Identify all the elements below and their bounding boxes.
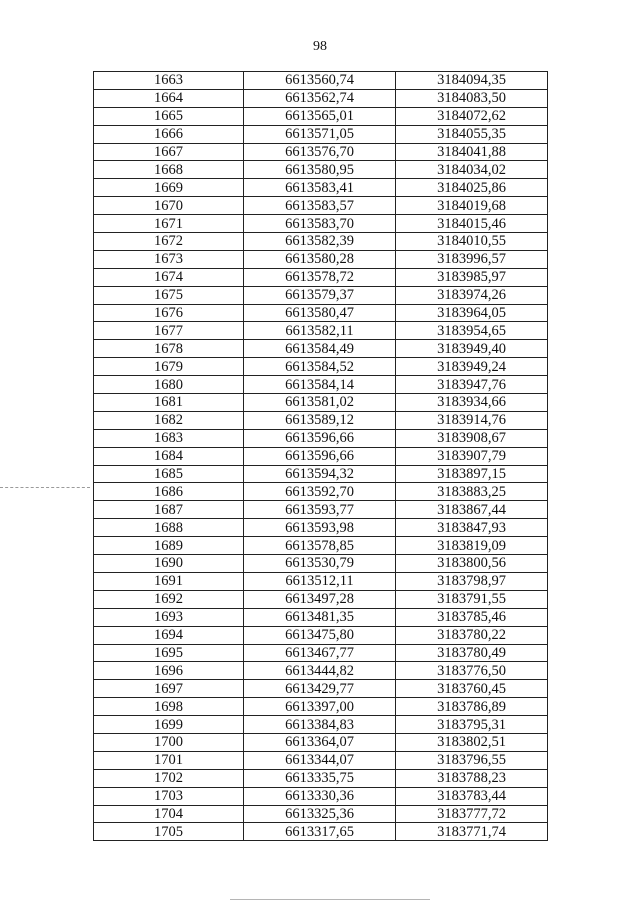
x-coordinate-cell: 6613583,57 xyxy=(244,197,396,215)
y-coordinate-cell: 3183996,57 xyxy=(396,250,548,268)
point-number-cell: 1696 xyxy=(94,662,244,680)
y-coordinate-cell: 3183883,25 xyxy=(396,483,548,501)
x-coordinate-cell: 6613384,83 xyxy=(244,716,396,734)
table-row xyxy=(94,519,548,537)
table-row xyxy=(94,358,548,376)
x-coordinate-cell: 6613592,70 xyxy=(244,483,396,501)
y-coordinate-cell: 3183964,05 xyxy=(396,304,548,322)
table-row xyxy=(94,590,548,608)
table-row xyxy=(94,143,548,161)
x-coordinate-cell: 6613578,72 xyxy=(244,268,396,286)
x-coordinate-cell: 6613578,85 xyxy=(244,537,396,555)
table-row xyxy=(94,662,548,680)
y-coordinate-cell: 3184034,02 xyxy=(396,161,548,179)
table-row xyxy=(94,429,548,447)
point-number-cell: 1702 xyxy=(94,769,244,787)
x-coordinate-cell: 6613584,52 xyxy=(244,358,396,376)
y-coordinate-cell: 3184025,86 xyxy=(396,179,548,197)
x-coordinate-cell: 6613475,80 xyxy=(244,626,396,644)
point-number-cell: 1682 xyxy=(94,411,244,429)
point-number-cell: 1680 xyxy=(94,376,244,394)
y-coordinate-cell: 3184072,62 xyxy=(396,107,548,125)
point-number-cell: 1685 xyxy=(94,465,244,483)
y-coordinate-cell: 3183985,97 xyxy=(396,268,548,286)
table-row xyxy=(94,286,548,304)
point-number-cell: 1684 xyxy=(94,447,244,465)
point-number-cell: 1701 xyxy=(94,751,244,769)
y-coordinate-cell: 3183780,22 xyxy=(396,626,548,644)
coordinates-table xyxy=(93,71,548,841)
x-coordinate-cell: 6613579,37 xyxy=(244,286,396,304)
y-coordinate-cell: 3183796,55 xyxy=(396,751,548,769)
table-row xyxy=(94,626,548,644)
y-coordinate-cell: 3183788,23 xyxy=(396,769,548,787)
y-coordinate-cell: 3184094,35 xyxy=(396,72,548,90)
x-coordinate-cell: 6613581,02 xyxy=(244,394,396,412)
x-coordinate-cell: 6613584,14 xyxy=(244,376,396,394)
x-coordinate-cell: 6613325,36 xyxy=(244,805,396,823)
point-number-cell: 1692 xyxy=(94,590,244,608)
point-number-cell: 1670 xyxy=(94,197,244,215)
x-coordinate-cell: 6613481,35 xyxy=(244,608,396,626)
y-coordinate-cell: 3183800,56 xyxy=(396,555,548,573)
table-row xyxy=(94,572,548,590)
point-number-cell: 1698 xyxy=(94,698,244,716)
point-number-cell: 1668 xyxy=(94,161,244,179)
y-coordinate-cell: 3183934,66 xyxy=(396,394,548,412)
x-coordinate-cell: 6613397,00 xyxy=(244,698,396,716)
y-coordinate-cell: 3183791,55 xyxy=(396,590,548,608)
y-coordinate-cell: 3183867,44 xyxy=(396,501,548,519)
x-coordinate-cell: 6613330,36 xyxy=(244,787,396,805)
point-number-cell: 1667 xyxy=(94,143,244,161)
point-number-cell: 1664 xyxy=(94,89,244,107)
x-coordinate-cell: 6613596,66 xyxy=(244,429,396,447)
y-coordinate-cell: 3183780,49 xyxy=(396,644,548,662)
table-row xyxy=(94,304,548,322)
x-coordinate-cell: 6613583,41 xyxy=(244,179,396,197)
x-coordinate-cell: 6613576,70 xyxy=(244,143,396,161)
table-row xyxy=(94,89,548,107)
x-coordinate-cell: 6613530,79 xyxy=(244,555,396,573)
x-coordinate-cell: 6613580,47 xyxy=(244,304,396,322)
table-row xyxy=(94,555,548,573)
point-number-cell: 1699 xyxy=(94,716,244,734)
x-coordinate-cell: 6613584,49 xyxy=(244,340,396,358)
table-row xyxy=(94,501,548,519)
x-coordinate-cell: 6613467,77 xyxy=(244,644,396,662)
point-number-cell: 1676 xyxy=(94,304,244,322)
x-coordinate-cell: 6613589,12 xyxy=(244,411,396,429)
x-coordinate-cell: 6613593,77 xyxy=(244,501,396,519)
x-coordinate-cell: 6613582,11 xyxy=(244,322,396,340)
table-row xyxy=(94,250,548,268)
point-number-cell: 1704 xyxy=(94,805,244,823)
point-number-cell: 1675 xyxy=(94,286,244,304)
table-row xyxy=(94,680,548,698)
x-coordinate-cell: 6613512,11 xyxy=(244,572,396,590)
scan-artifact-line xyxy=(0,487,90,488)
table-row xyxy=(94,608,548,626)
table-row xyxy=(94,447,548,465)
point-number-cell: 1695 xyxy=(94,644,244,662)
point-number-cell: 1672 xyxy=(94,233,244,251)
table-row xyxy=(94,233,548,251)
y-coordinate-cell: 3183785,46 xyxy=(396,608,548,626)
x-coordinate-cell: 6613335,75 xyxy=(244,769,396,787)
point-number-cell: 1690 xyxy=(94,555,244,573)
y-coordinate-cell: 3183949,40 xyxy=(396,340,548,358)
point-number-cell: 1665 xyxy=(94,107,244,125)
y-coordinate-cell: 3183897,15 xyxy=(396,465,548,483)
y-coordinate-cell: 3184055,35 xyxy=(396,125,548,143)
point-number-cell: 1694 xyxy=(94,626,244,644)
x-coordinate-cell: 6613562,74 xyxy=(244,89,396,107)
table-row xyxy=(94,376,548,394)
y-coordinate-cell: 3183802,51 xyxy=(396,733,548,751)
page-number: 98 xyxy=(313,39,327,54)
point-number-cell: 1687 xyxy=(94,501,244,519)
table-row xyxy=(94,107,548,125)
x-coordinate-cell: 6613444,82 xyxy=(244,662,396,680)
table-row xyxy=(94,698,548,716)
point-number-cell: 1679 xyxy=(94,358,244,376)
y-coordinate-cell: 3183907,79 xyxy=(396,447,548,465)
point-number-cell: 1663 xyxy=(94,72,244,90)
point-number-cell: 1697 xyxy=(94,680,244,698)
x-coordinate-cell: 6613580,95 xyxy=(244,161,396,179)
table-row xyxy=(94,823,548,841)
x-coordinate-cell: 6613429,77 xyxy=(244,680,396,698)
point-number-cell: 1691 xyxy=(94,572,244,590)
table-row xyxy=(94,268,548,286)
point-number-cell: 1703 xyxy=(94,787,244,805)
point-number-cell: 1689 xyxy=(94,537,244,555)
table-row xyxy=(94,394,548,412)
y-coordinate-cell: 3183954,65 xyxy=(396,322,548,340)
point-number-cell: 1677 xyxy=(94,322,244,340)
table-row xyxy=(94,322,548,340)
table-row xyxy=(94,179,548,197)
y-coordinate-cell: 3183847,93 xyxy=(396,519,548,537)
y-coordinate-cell: 3183771,74 xyxy=(396,823,548,841)
point-number-cell: 1674 xyxy=(94,268,244,286)
x-coordinate-cell: 6613344,07 xyxy=(244,751,396,769)
point-number-cell: 1683 xyxy=(94,429,244,447)
table-row xyxy=(94,787,548,805)
table-row xyxy=(94,769,548,787)
y-coordinate-cell: 3184010,55 xyxy=(396,233,548,251)
y-coordinate-cell: 3184019,68 xyxy=(396,197,548,215)
x-coordinate-cell: 6613596,66 xyxy=(244,447,396,465)
y-coordinate-cell: 3183949,24 xyxy=(396,358,548,376)
table-row xyxy=(94,161,548,179)
table-row xyxy=(94,465,548,483)
table-row xyxy=(94,483,548,501)
table-row xyxy=(94,644,548,662)
y-coordinate-cell: 3183974,26 xyxy=(396,286,548,304)
y-coordinate-cell: 3183914,76 xyxy=(396,411,548,429)
y-coordinate-cell: 3183819,09 xyxy=(396,537,548,555)
table-row xyxy=(94,733,548,751)
y-coordinate-cell: 3184015,46 xyxy=(396,215,548,233)
y-coordinate-cell: 3183795,31 xyxy=(396,716,548,734)
point-number-cell: 1678 xyxy=(94,340,244,358)
y-coordinate-cell: 3183776,50 xyxy=(396,662,548,680)
y-coordinate-cell: 3183908,67 xyxy=(396,429,548,447)
point-number-cell: 1671 xyxy=(94,215,244,233)
x-coordinate-cell: 6613571,05 xyxy=(244,125,396,143)
y-coordinate-cell: 3184083,50 xyxy=(396,89,548,107)
scan-artifact-line xyxy=(230,899,430,900)
x-coordinate-cell: 6613580,28 xyxy=(244,250,396,268)
x-coordinate-cell: 6613364,07 xyxy=(244,733,396,751)
table-row xyxy=(94,411,548,429)
table-row xyxy=(94,215,548,233)
y-coordinate-cell: 3183783,44 xyxy=(396,787,548,805)
x-coordinate-cell: 6613583,70 xyxy=(244,215,396,233)
x-coordinate-cell: 6613565,01 xyxy=(244,107,396,125)
table-row xyxy=(94,805,548,823)
y-coordinate-cell: 3183947,76 xyxy=(396,376,548,394)
table-row xyxy=(94,125,548,143)
point-number-cell: 1673 xyxy=(94,250,244,268)
point-number-cell: 1705 xyxy=(94,823,244,841)
table-row xyxy=(94,537,548,555)
x-coordinate-cell: 6613593,98 xyxy=(244,519,396,537)
y-coordinate-cell: 3183760,45 xyxy=(396,680,548,698)
x-coordinate-cell: 6613317,65 xyxy=(244,823,396,841)
table-row xyxy=(94,197,548,215)
y-coordinate-cell: 3183798,97 xyxy=(396,572,548,590)
y-coordinate-cell: 3183777,72 xyxy=(396,805,548,823)
point-number-cell: 1700 xyxy=(94,733,244,751)
table-row xyxy=(94,340,548,358)
coordinates-table-body xyxy=(94,72,548,841)
y-coordinate-cell: 3184041,88 xyxy=(396,143,548,161)
x-coordinate-cell: 6613582,39 xyxy=(244,233,396,251)
point-number-cell: 1686 xyxy=(94,483,244,501)
point-number-cell: 1666 xyxy=(94,125,244,143)
table-row xyxy=(94,751,548,769)
x-coordinate-cell: 6613497,28 xyxy=(244,590,396,608)
point-number-cell: 1688 xyxy=(94,519,244,537)
table-row xyxy=(94,716,548,734)
point-number-cell: 1693 xyxy=(94,608,244,626)
y-coordinate-cell: 3183786,89 xyxy=(396,698,548,716)
point-number-cell: 1669 xyxy=(94,179,244,197)
table-row xyxy=(94,72,548,90)
x-coordinate-cell: 6613594,32 xyxy=(244,465,396,483)
x-coordinate-cell: 6613560,74 xyxy=(244,72,396,90)
point-number-cell: 1681 xyxy=(94,394,244,412)
